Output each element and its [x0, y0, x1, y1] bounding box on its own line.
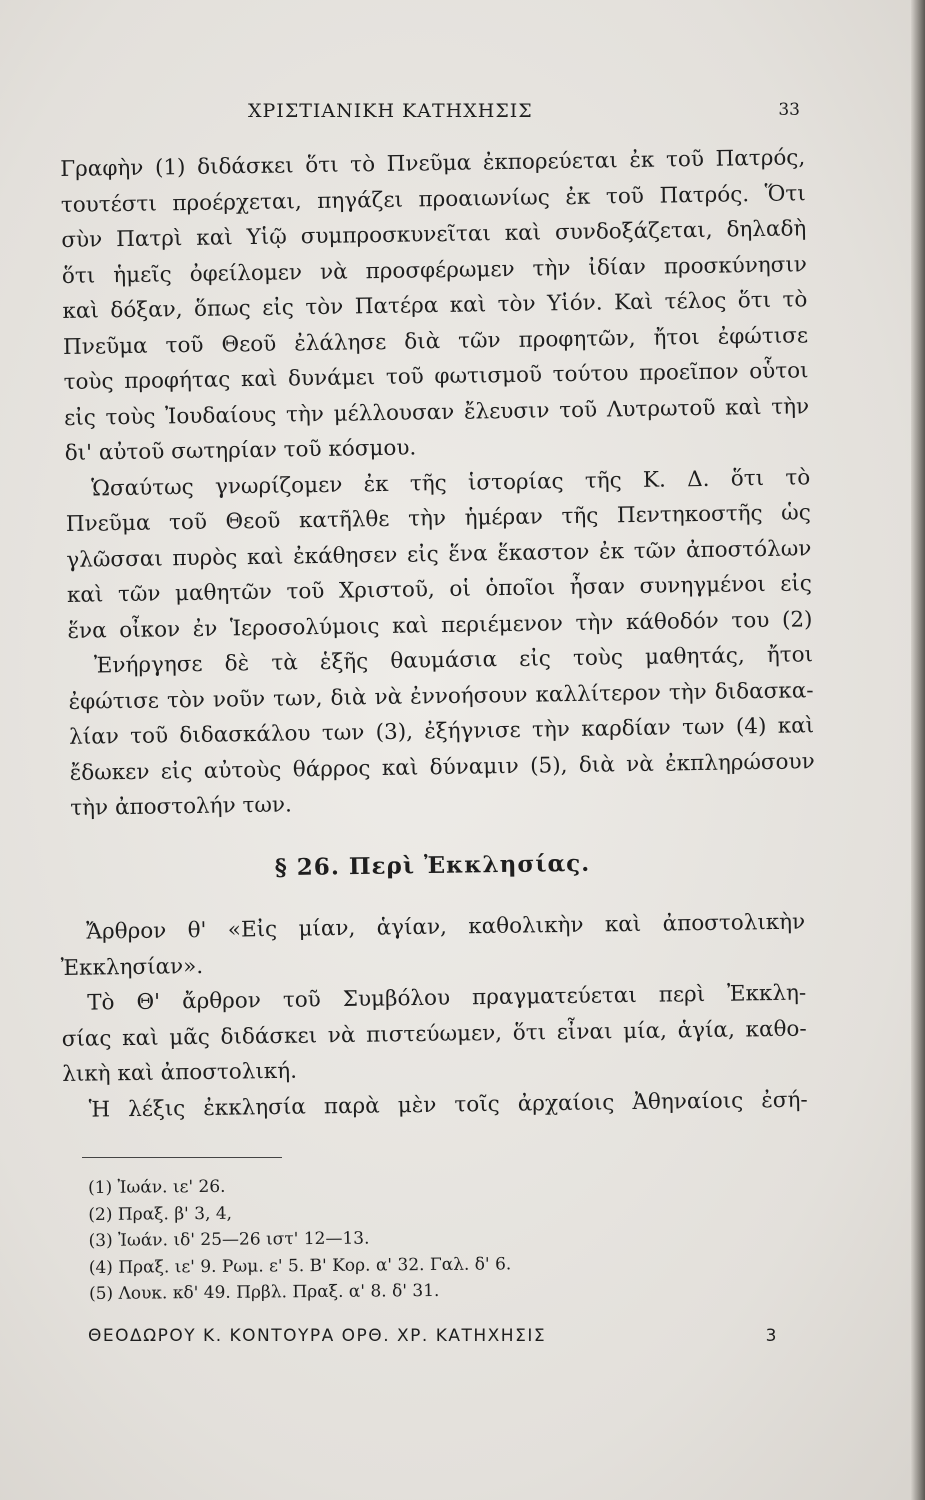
text-line: σὺν Πατρὶ καὶ Υἱῷ συμπροσκυνεῖται καὶ συνδοξάζεται, δηλαδὴ	[61, 216, 807, 253]
footnote: (1) Ἰωάν. ιε' 26.	[88, 1176, 226, 1198]
footnote: (4) Πραξ. ιε' 9. Ρωμ. ε' 5. Β' Κορ. α' 32. Γαλ. δ' 6.	[88, 1253, 512, 1278]
text-line: ἐφώτισε τὸν νοῦν των, διὰ νὰ ἐννοήσουν καλλίτερον τὴν διδασκα-	[68, 677, 814, 715]
signature-mark: 3	[765, 1326, 778, 1346]
text-line: εἰς τοὺς Ἰουδαίους τὴν μέλλουσαν ἔλευσιν τοῦ Λυτρωτοῦ καὶ τὴν	[63, 393, 810, 431]
text-line: λικὴ καὶ ἀποστολική.	[62, 1058, 298, 1087]
page-number: 33	[778, 100, 800, 120]
text-line: τὴν ἀποστολήν των.	[70, 792, 293, 821]
text-line: Τὸ Θ' ἄρθρον τοῦ Συμβόλου πραγματεύεται περὶ Ἐκκλη-	[87, 980, 807, 1016]
footnote: (5) Λουκ. κδ' 49. Πρβλ. Πραξ. α' 8. δ' 31.	[88, 1280, 440, 1304]
text-line: τοὺς προφήτας καὶ δυνάμει τοῦ φωτισμοῦ τούτου προεῖπον οὗτοι	[63, 358, 809, 395]
text-line: τουτέστι προέρχεται, πηγάζει προαιωνίως ἐκ τοῦ Πατρός. Ὅτι	[60, 180, 806, 218]
footnote: (3) Ἰωάν. ιδ' 25—26 ιστ' 12—13.	[88, 1228, 370, 1251]
section-heading: § 26. Περὶ Ἐκκλησίας.	[274, 849, 591, 882]
text-line: Ἐκκλησίαν».	[60, 953, 204, 981]
text-line: γλῶσσαι πυρὸς καὶ ἐκάθησεν εἰς ἕνα ἕκαστον ἐκ τῶν ἀποστόλων	[66, 535, 812, 573]
text-line: ἔδωκεν εἰς αὐτοὺς θάρρος καὶ δύναμιν (5), διὰ νὰ ἐκπληρώσουν	[69, 748, 815, 786]
text-line: Ὡσαύτως γνωρίζομεν ἐκ τῆς ἱστορίας τῆς Κ. Δ. ὅτι τὸ	[91, 464, 811, 502]
printer-footer	[88, 1326, 778, 1352]
text-line: καὶ τῶν μαθητῶν τοῦ Χριστοῦ, οἱ ὁποῖοι ἦσαν συνηγμένοι εἰς	[66, 571, 813, 608]
page-binding-edge	[911, 0, 925, 1500]
text-line: Ἄρθρον θ' «Εἰς μίαν, ἁγίαν, καθολικὴν καὶ ἀποστολικὴν	[86, 909, 806, 945]
text-line: ἕνα οἶκον ἐν Ἱεροσολύμοις καὶ περιέμενον τὴν κάθοδόν του (2)	[67, 606, 813, 644]
text-line: Πνεῦμα τοῦ Θεοῦ ἐλάλησε διὰ τῶν προφητῶν, ἤτοι ἐφώτισε	[62, 322, 809, 360]
text-line: ὅτι ἡμεῖς ὀφείλομεν νὰ προσφέρωμεν τὴν ἰδίαν προσκύνησιν	[61, 251, 808, 289]
text-line: καὶ δόξαν, ὅπως εἰς τὸν Πατέρα καὶ τὸν Υἱόν. Καὶ τέλος ὅτι τὸ	[62, 287, 808, 324]
footnotes	[88, 1170, 689, 1308]
text-line: λίαν τοῦ διδασκάλου των (3), ἐξήγνισε τὴν καρδίαν των (4) καὶ	[69, 713, 815, 750]
footnote-divider	[82, 1157, 282, 1158]
text-line: Ἡ λέξις ἐκκλησία παρὰ μὲν τοῖς ἀρχαίοις Ἀθηναίοις ἐσή-	[88, 1087, 808, 1123]
footer-text: ΘΕΟΔΩΡΟΥ Κ. ΚΟΝΤΟΥΡΑ ΟΡΘ. ΧΡ. ΚΑΤΗΧΗΣΙΣ	[88, 1326, 547, 1346]
footnote: (2) Πραξ. β' 3, 4,	[88, 1203, 233, 1225]
running-header	[60, 100, 800, 130]
text-line: δι' αὐτοῦ σωτηρίαν τοῦ κόσμου.	[64, 435, 417, 466]
text-line: Πνεῦμα τοῦ Θεοῦ κατῆλθε τὴν ἡμέραν τῆς Πεντηκοστῆς ὡς	[65, 500, 811, 537]
section-text	[60, 905, 808, 1128]
text-line: Ἐνήργησε δὲ τὰ ἑξῆς θαυμάσια εἰς τοὺς μαθητάς, ἤτοι	[93, 642, 814, 679]
text-line: Γραφὴν (1) διδάσκει ὅτι τὸ Πνεῦμα ἐκπορεύεται ἐκ τοῦ Πατρός,	[60, 145, 806, 182]
text-line: σίας καὶ μᾶς διδάσκει νὰ πιστεύωμεν, ὅτι εἶναι μία, ἁγία, καθο-	[61, 1016, 807, 1052]
running-title: ΧΡΙΣΤΙΑΝΙΚΗ ΚΑΤΗΧΗΣΙΣ	[248, 100, 533, 122]
body-text	[60, 140, 816, 826]
